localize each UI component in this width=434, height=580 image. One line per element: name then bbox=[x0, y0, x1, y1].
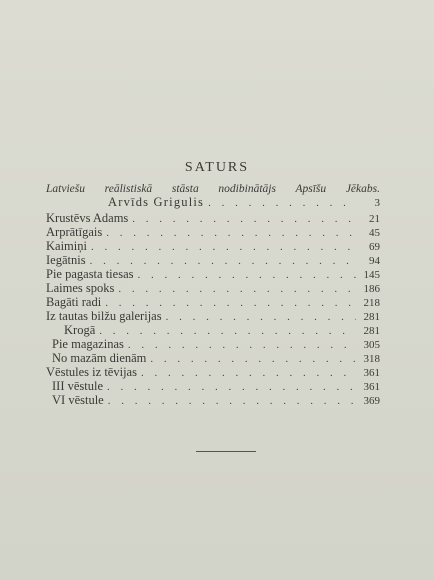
toc-entry bbox=[46, 295, 380, 310]
page-number: 318 bbox=[363, 353, 380, 365]
dot-leader bbox=[118, 283, 356, 295]
toc-entry bbox=[46, 253, 380, 268]
entry-title: Iz tautas bilžu galerijas bbox=[46, 309, 162, 323]
intro-author-row bbox=[108, 195, 380, 210]
dot-leader bbox=[105, 297, 356, 309]
dot-leader bbox=[141, 367, 356, 379]
entry-title: Iegātnis bbox=[46, 253, 86, 267]
page-number: 281 bbox=[363, 325, 380, 337]
toc-entry bbox=[46, 309, 380, 324]
page-number: 69 bbox=[369, 241, 380, 253]
dot-leader bbox=[208, 197, 356, 209]
toc-subentry bbox=[52, 337, 380, 352]
entry-title: Vēstules iz tēvijas bbox=[46, 365, 137, 379]
page-number: 45 bbox=[369, 227, 380, 239]
dot-leader bbox=[106, 227, 356, 239]
page-number: 186 bbox=[363, 283, 380, 295]
dot-leader bbox=[108, 395, 356, 407]
toc-entry bbox=[46, 281, 380, 296]
page-number: 369 bbox=[363, 395, 380, 407]
dot-leader bbox=[91, 241, 356, 253]
page-number: 218 bbox=[363, 297, 380, 309]
toc-entry bbox=[46, 267, 380, 282]
entry-title: VI vēstule bbox=[52, 393, 104, 407]
entry-title: Krogā bbox=[64, 323, 96, 337]
page-number: 145 bbox=[363, 269, 380, 281]
toc-subentry bbox=[52, 351, 380, 366]
entry-title: Laimes spoks bbox=[46, 281, 115, 295]
toc-subentry bbox=[64, 323, 380, 338]
page-number: 361 bbox=[363, 367, 380, 379]
entry-title: Kaimiņi bbox=[46, 239, 87, 253]
toc-entry bbox=[46, 211, 380, 226]
entry-title: Pie magazinas bbox=[52, 337, 124, 351]
dot-leader bbox=[166, 311, 356, 323]
entry-title: No mazām dienām bbox=[52, 351, 147, 365]
page-number: 281 bbox=[363, 311, 380, 323]
entry-title: III vēstule bbox=[52, 379, 104, 393]
page-number: 94 bbox=[369, 255, 380, 267]
intro-entry-text: Latviešu reālistiskā stāsta nodibinātājs Apsīšu Jēkabs. bbox=[46, 183, 380, 195]
toc-entry bbox=[46, 365, 380, 380]
dot-leader bbox=[132, 213, 356, 225]
toc-subentry bbox=[52, 379, 380, 394]
dot-leader bbox=[150, 353, 356, 365]
toc-entry bbox=[46, 239, 380, 254]
dot-leader bbox=[107, 381, 356, 393]
dot-leader bbox=[128, 339, 356, 351]
dot-leader bbox=[99, 325, 356, 337]
page-number: 305 bbox=[363, 339, 380, 351]
page-number: 21 bbox=[369, 213, 380, 225]
dot-leader bbox=[90, 255, 356, 267]
entry-title: Arprātīgais bbox=[46, 225, 103, 239]
page-number: 3 bbox=[374, 197, 380, 209]
entry-title: Bagāti radi bbox=[46, 295, 102, 309]
dot-leader bbox=[137, 269, 356, 281]
page-number: 361 bbox=[363, 381, 380, 393]
intro-author: Arvīds Grigulis bbox=[108, 195, 205, 209]
contents-heading: SATURS bbox=[184, 160, 250, 175]
toc-entry bbox=[46, 225, 380, 240]
closing-rule bbox=[196, 451, 256, 452]
entry-title: Krustēvs Adams bbox=[46, 211, 129, 225]
entry-title: Pie pagasta tiesas bbox=[46, 267, 134, 281]
toc-subentry bbox=[52, 393, 380, 408]
